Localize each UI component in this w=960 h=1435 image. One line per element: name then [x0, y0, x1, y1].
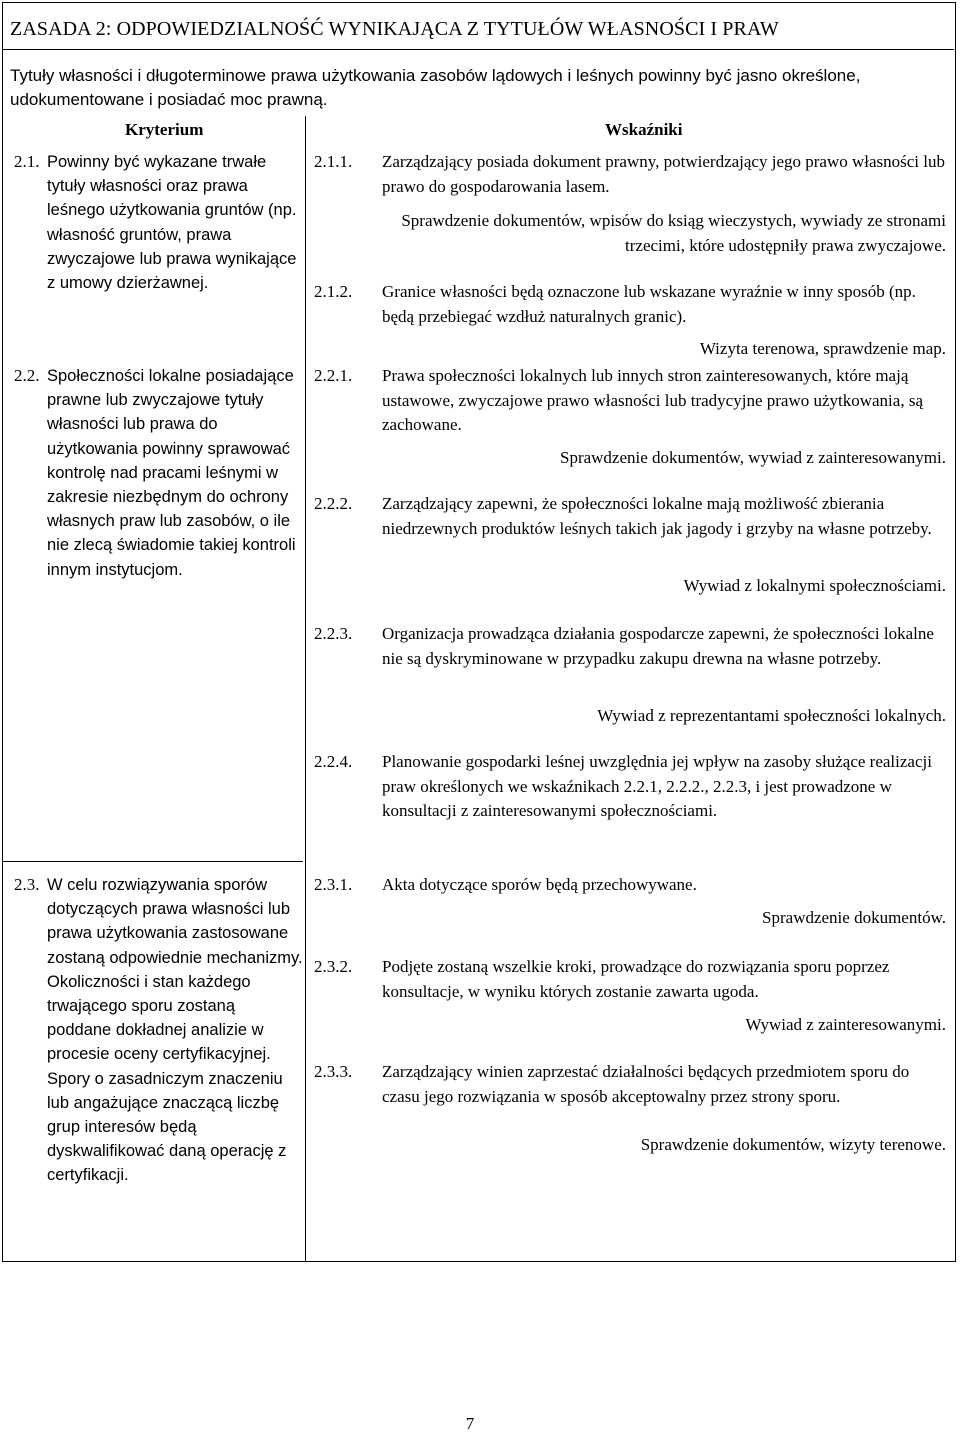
indicator-text: Zarządzający posiada dokument prawny, potwierdzający jego prawo własności lub prawo do gospodarowania lasem. — [382, 152, 945, 196]
indicator-verification: Wizyta terenowa, sprawdzenie map. — [699, 339, 946, 358]
indicator-text: Granice własności będą oznaczone lub wskazane wyraźnie w inny sposób (np. będą przebiegać wzdłuż naturalnych granic). — [382, 282, 916, 326]
indicator-number: 2.1.1. — [314, 152, 353, 171]
indicator-verification: Sprawdzenie dokumentów, wpisów do ksiąg wieczystych, wywiady ze stronami trzecimi, które udostępniły prawa zwyczajowe. — [401, 211, 946, 255]
criterion-header: Kryterium — [125, 120, 204, 139]
indicator-verification: Sprawdzenie dokumentów, wizyty terenowe. — [640, 1135, 946, 1154]
indicator-number: 2.2.1. — [314, 366, 353, 385]
principle-intro: Tytuły własności i długoterminowe prawa użytkowania zasobów lądowych i leśnych powinny być jasno określone, udokumentowane i posiadać moc prawną. — [10, 66, 861, 109]
principle-title: ZASADA 2: ODPOWIEDZIALNOŚĆ WYNIKAJĄCA Z TYTUŁÓW WŁASNOŚCI I PRAW — [10, 18, 779, 40]
indicator-verification: Wywiad z reprezentantami społeczności lokalnych. — [597, 706, 946, 725]
criterion-number: 2.2. — [14, 366, 40, 385]
indicator-text: Prawa społeczności lokalnych lub innych stron zainteresowanych, które mają ustawowe, zwyczajowe prawo własności lub tradycyjne prawo użytkowania, są zachowane. — [382, 366, 923, 434]
title-divider — [3, 49, 954, 50]
criterion-text: W celu rozwiązywania sporów dotyczących prawa własności lub prawa użytkowania zastosowane zostaną odpowiednie mechanizmy. Okoliczności i stan każdego trwającego sporu zostaną poddane dokładnej analizie w procesie oceny certyfikacyjnej. Spory o zasadniczym znaczeniu lub angażujące znaczącą liczbę grup interesów będą dyskwalifikować daną operację z certyfikacji. — [47, 876, 303, 1185]
indicator-text: Planowanie gospodarki leśnej uwzględnia jej wpływ na zasoby służące realizacji praw określonych we wskaźnikach 2.2.1, 2.2.2., 2.2.3, i jest prowadzone w konsultacji z zainteresowanymi społecznościami. — [382, 752, 932, 820]
indicator-text: Akta dotyczące sporów będą przechowywane. — [382, 875, 697, 894]
indicator-verification: Sprawdzenie dokumentów. — [762, 908, 946, 927]
indicator-number: 2.3.2. — [314, 957, 353, 976]
criterion-text: Społeczności lokalne posiadające prawne lub zwyczajowe tytuły własności lub prawa do użytkowania powinny sprawować kontrolę nad pracami leśnymi w zakresie niezbędnym do ochrony własnych praw lub zasobów, o ile nie zlecą świadomie takiej kontroli innym instytucjom. — [47, 367, 296, 579]
indicator-text: Podjęte zostaną wszelkie kroki, prowadzące do rozwiązania sporu poprzez konsultacje, w wyniku których zostanie zawarta ugoda. — [382, 957, 890, 1001]
indicator-text: Organizacja prowadząca działania gospodarcze zapewni, że społeczności lokalne nie są dyskryminowane w przypadku zakupu drewna na własne potrzeby. — [382, 624, 934, 668]
indicator-number: 2.1.2. — [314, 282, 353, 301]
indicator-number: 2.2.2. — [314, 494, 353, 513]
indicator-number: 2.3.1. — [314, 875, 353, 894]
indicator-number: 2.2.4. — [314, 752, 353, 771]
criterion-divider — [3, 861, 303, 862]
indicator-verification: Wywiad z lokalnymi społecznościami. — [683, 576, 946, 595]
indicator-verification: Wywiad z zainteresowanymi. — [745, 1015, 946, 1034]
indicator-text: Zarządzający zapewni, że społeczności lokalne mają możliwość zbierania niedrzewnych produktów leśnych takich jak jagody i grzyby na własne potrzeby. — [382, 494, 932, 538]
indicator-text: Zarządzający winien zaprzestać działalności będących przedmiotem sporu do czasu jego rozwiązania w sposób akceptowalny przez strony sporu. — [382, 1062, 910, 1106]
indicator-number: 2.3.3. — [314, 1062, 353, 1081]
column-divider — [305, 116, 306, 1261]
indicators-header: Wskaźniki — [605, 120, 683, 139]
indicator-number: 2.2.3. — [314, 624, 353, 643]
criterion-number: 2.1. — [14, 152, 40, 171]
criterion-text: Powinny być wykazane trwałe tytuły własności oraz prawa leśnego użytkowania gruntów (np. własność gruntów, prawa zwyczajowe lub prawa wynikające z umowy dzierżawnej. — [47, 153, 297, 293]
criterion-number: 2.3. — [14, 875, 40, 894]
indicator-verification: Sprawdzenie dokumentów, wywiad z zainteresowanymi. — [559, 448, 946, 467]
page-number: 7 — [465, 1414, 475, 1433]
